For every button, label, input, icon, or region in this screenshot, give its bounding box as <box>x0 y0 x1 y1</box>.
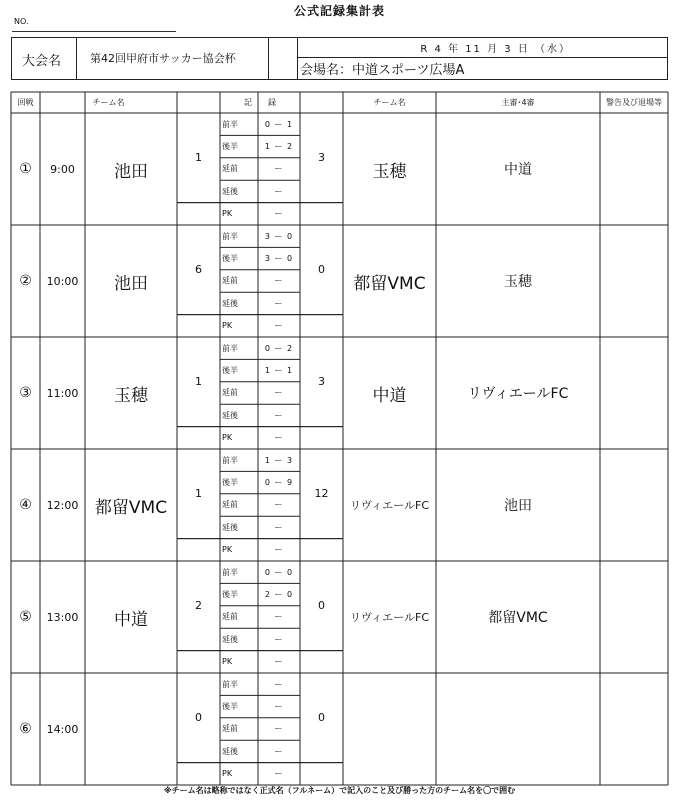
period-label: 前半 <box>222 567 238 577</box>
period-label: PK <box>222 769 233 779</box>
period-score: ー <box>274 298 284 308</box>
period-label: 延後 <box>222 410 238 420</box>
period-label: PK <box>222 657 233 667</box>
team-right: 玉穂 <box>372 161 407 182</box>
kickoff-time: 13:00 <box>46 610 79 624</box>
team-right: リヴィエールFC <box>349 499 430 512</box>
period-score: ー <box>274 321 284 331</box>
period-score: ー <box>274 388 284 398</box>
period-score: 1 ー 3 <box>264 455 294 465</box>
column-head-team-left: チーム名 <box>92 98 125 107</box>
referee: 中道 <box>504 162 532 178</box>
period-score: ー <box>274 500 284 510</box>
period-score: ー <box>274 276 284 286</box>
period-label: 延後 <box>222 298 238 308</box>
period-label: 後半 <box>222 478 238 488</box>
score-right: 0 <box>318 599 325 613</box>
period-label: 延前 <box>222 164 238 174</box>
period-score: ー <box>274 545 284 555</box>
period-label: 延後 <box>222 634 238 644</box>
period-score: ー <box>274 209 284 219</box>
kickoff-time: 12:00 <box>46 498 79 512</box>
period-label: 前半 <box>222 343 238 353</box>
period-label: 後半 <box>222 702 238 712</box>
team-right: 中道 <box>372 385 407 406</box>
score-right: 3 <box>318 375 325 389</box>
period-score: ー <box>274 433 284 443</box>
period-score: 1 ー 2 <box>264 142 294 152</box>
footer-note: ※チーム名は略称ではなく正式名（フルネーム）で記入のこと及び勝った方のチーム名を〇で囲む <box>163 786 516 795</box>
referee: 池田 <box>504 498 532 514</box>
column-head-referee: 主審･4審 <box>501 98 535 107</box>
period-label: 延前 <box>222 500 238 510</box>
column-head-round: 回戦 <box>17 98 34 107</box>
period-score: ー <box>274 702 284 712</box>
period-score: ー <box>274 769 284 779</box>
period-score: ー <box>274 186 284 196</box>
score-left: 2 <box>195 599 202 613</box>
kickoff-time: 14:00 <box>46 722 79 736</box>
number-label: NO. <box>14 17 29 26</box>
period-label: 前半 <box>222 679 238 689</box>
round-number: ① <box>19 161 32 177</box>
period-score: ー <box>274 657 284 667</box>
score-left: 0 <box>195 711 202 725</box>
period-score: ー <box>274 410 284 420</box>
period-label: PK <box>222 545 233 555</box>
period-label: 延後 <box>222 522 238 532</box>
referee: リヴィエールFC <box>467 386 569 402</box>
period-label: 延後 <box>222 746 238 756</box>
score-left: 1 <box>195 151 202 165</box>
period-score: 0 ー 2 <box>264 343 294 353</box>
score-left: 1 <box>195 487 202 501</box>
team-left <box>85 673 177 785</box>
score-right: 3 <box>318 151 325 165</box>
team-left: 都留VMC <box>94 497 168 518</box>
period-score: 0 ー 0 <box>264 567 294 577</box>
period-score: 0 ー 1 <box>264 119 294 129</box>
venue-name: 会場名：中道スポーツ広場A <box>300 63 465 78</box>
period-score: ー <box>274 164 284 174</box>
round-number: ④ <box>19 497 32 513</box>
period-label: 後半 <box>222 366 238 376</box>
score-right: 0 <box>318 711 325 725</box>
referee: 玉穂 <box>504 274 532 290</box>
period-score: 1 ー 1 <box>264 366 294 376</box>
round-number: ③ <box>19 385 32 401</box>
score-right: 0 <box>318 263 325 277</box>
tournament-label: 大会名 <box>22 54 62 69</box>
column-head-team-right: チーム名 <box>373 98 406 107</box>
score-left: 6 <box>195 263 202 277</box>
period-label: 延前 <box>222 388 238 398</box>
period-score: 3 ー 0 <box>264 231 294 241</box>
period-score: ー <box>274 522 284 532</box>
period-label: 延前 <box>222 724 238 734</box>
period-label: 延後 <box>222 186 238 196</box>
document-title: 公式記録集計表 <box>293 4 385 18</box>
period-label: PK <box>222 433 233 443</box>
period-score: 2 ー 0 <box>264 590 294 600</box>
period-label: 後半 <box>222 590 238 600</box>
score-left: 1 <box>195 375 202 389</box>
kickoff-time: 11:00 <box>46 386 79 400</box>
period-score: ー <box>274 612 284 622</box>
tournament-name: 第42回甲府市サッカー協会杯 <box>90 52 236 65</box>
round-number: ⑤ <box>19 609 32 625</box>
period-score: ー <box>274 634 284 644</box>
period-score: ー <box>274 746 284 756</box>
score-right: 12 <box>314 487 329 501</box>
referee: 都留VMC <box>488 610 548 626</box>
kickoff-time: 9:00 <box>50 162 75 176</box>
column-head-warning: 警告及び退場等 <box>606 98 662 107</box>
period-score: ー <box>274 679 284 689</box>
team-left: 池田 <box>114 273 148 294</box>
referee <box>436 673 600 785</box>
round-number: ⑥ <box>19 721 32 737</box>
team-left: 中道 <box>114 609 148 630</box>
team-right: 都留VMC <box>353 273 426 294</box>
period-label: 延前 <box>222 276 238 286</box>
period-score: 3 ー 0 <box>264 254 294 264</box>
round-number: ② <box>19 273 32 289</box>
period-label: 延前 <box>222 612 238 622</box>
team-left: 池田 <box>114 161 148 182</box>
period-label: PK <box>222 321 233 331</box>
kickoff-time: 10:00 <box>46 274 79 288</box>
team-left: 玉穂 <box>114 385 148 406</box>
team-right: リヴィエールFC <box>349 611 430 624</box>
period-label: 前半 <box>222 455 238 465</box>
period-score: 0 ー 9 <box>264 478 294 488</box>
period-label: 後半 <box>222 254 238 264</box>
period-label: 前半 <box>222 119 238 129</box>
column-head-record: 記 録 <box>244 98 276 107</box>
match-date: R 4 年 11 月 3 日 （水） <box>420 44 571 55</box>
period-label: 後半 <box>222 142 238 152</box>
period-label: 前半 <box>222 231 238 241</box>
period-score: ー <box>274 724 284 734</box>
period-label: PK <box>222 209 233 219</box>
team-right <box>343 673 436 785</box>
